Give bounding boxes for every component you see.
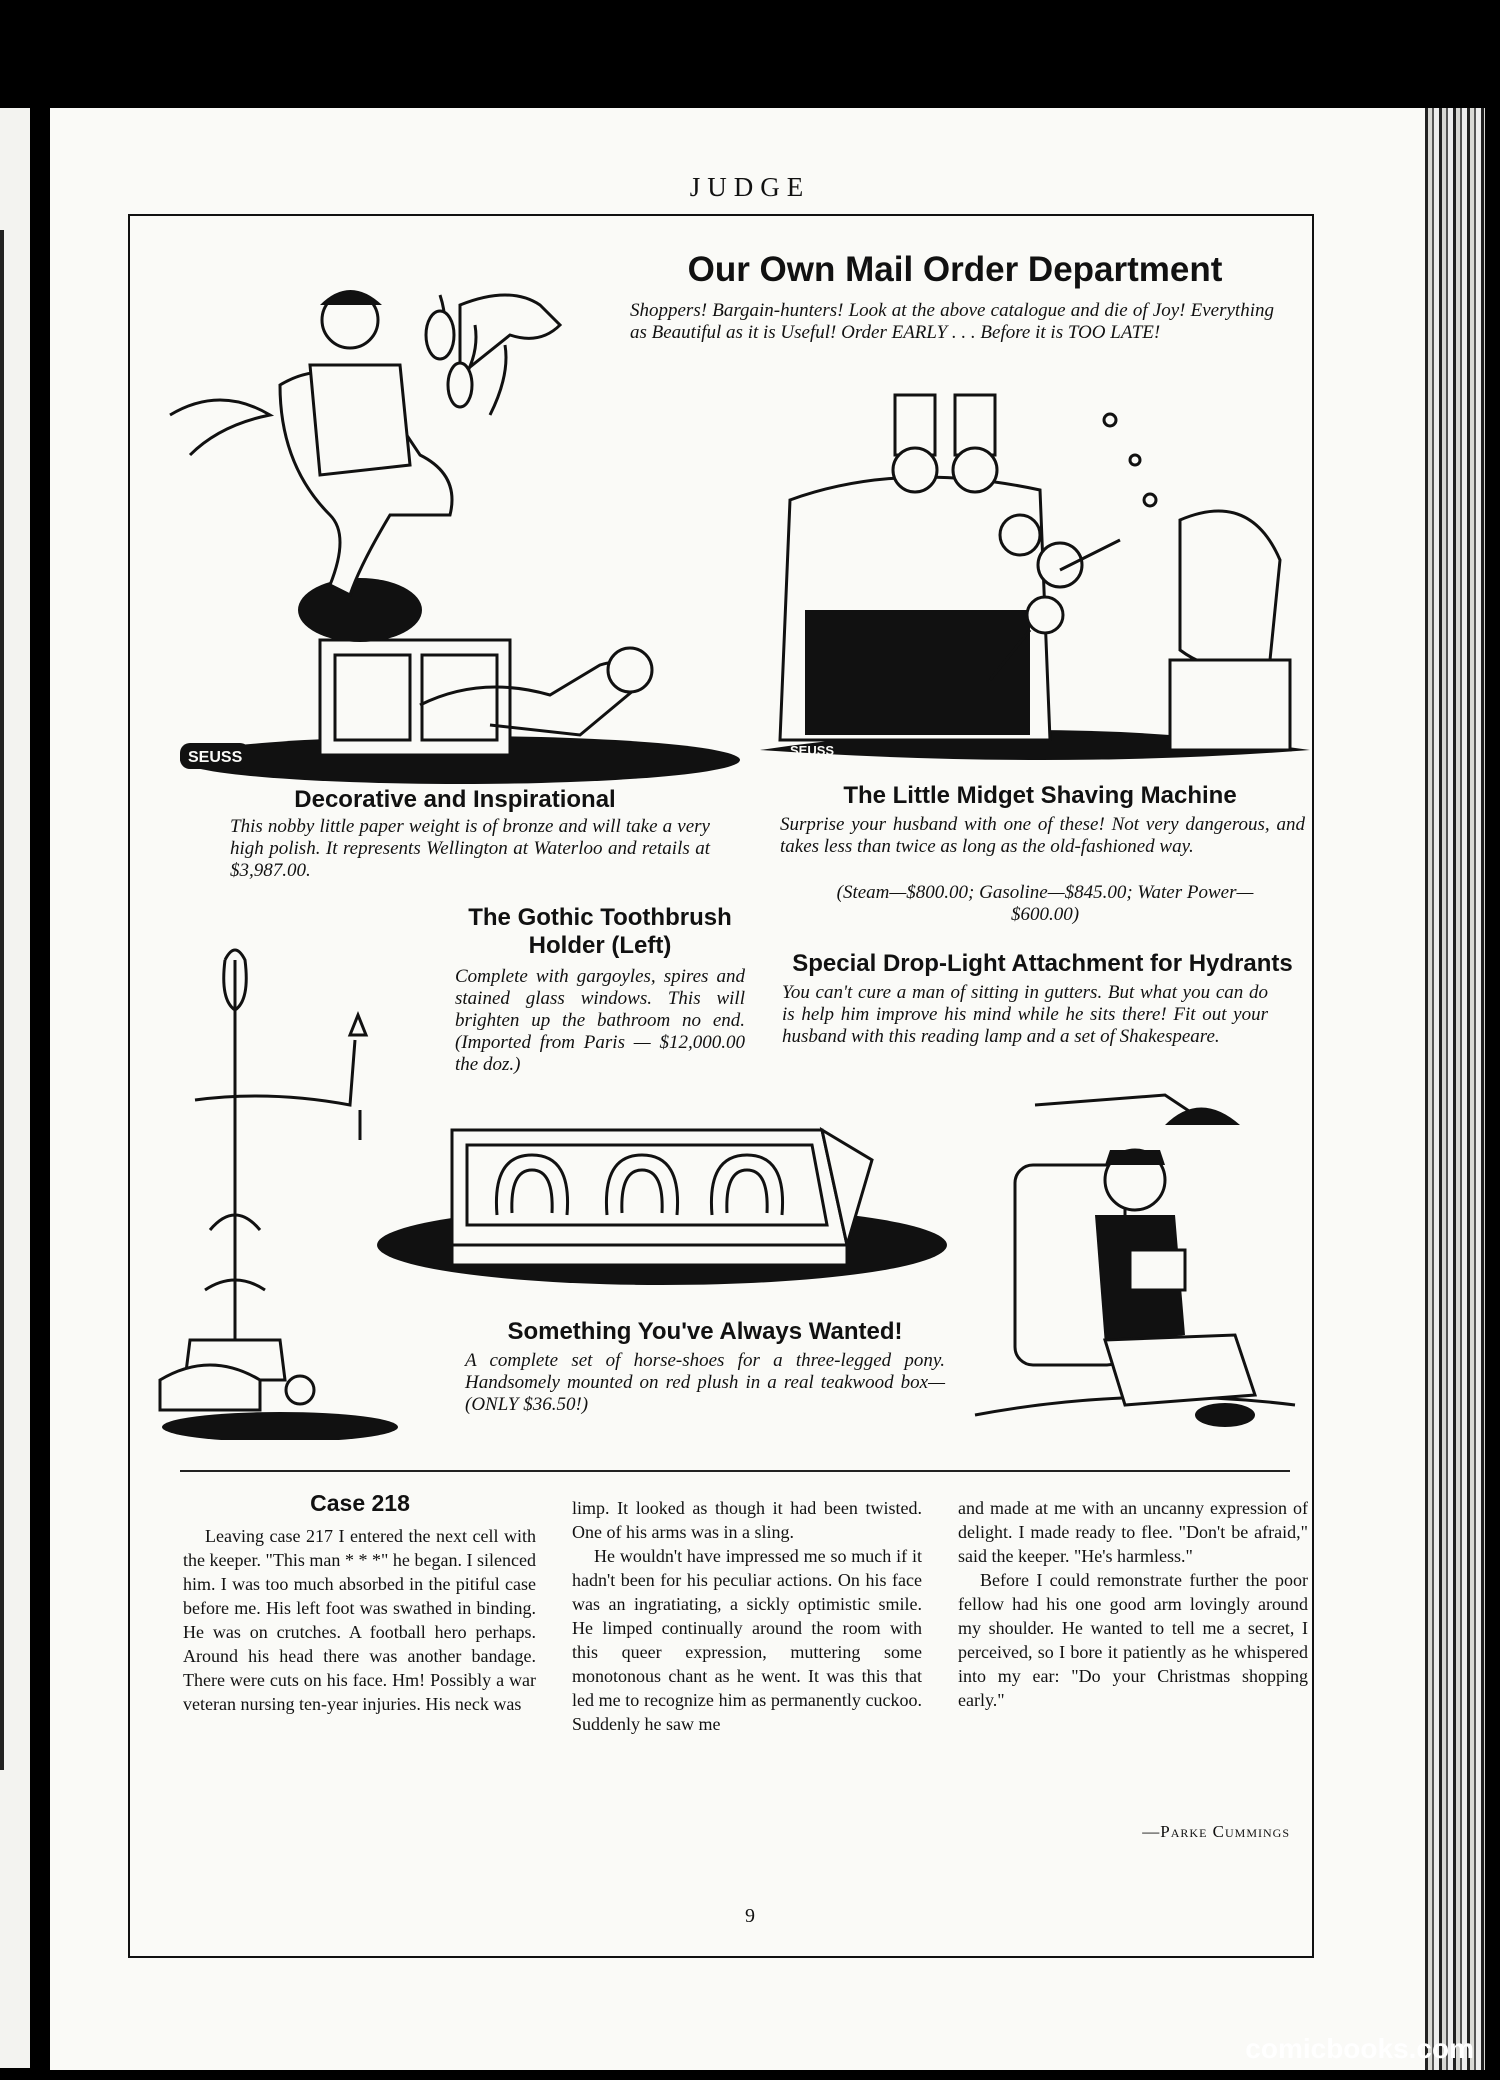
- story-column-1: [183, 1524, 536, 1716]
- page-title: Our Own Mail Order Department: [687, 250, 1223, 289]
- ad-title-toothbrush-holder: The Gothic Toothbrush Holder (Left): [468, 904, 732, 959]
- story-column-3: [958, 1496, 1308, 1712]
- ad-title-shaving-machine: The Little Midget Shaving Machine: [843, 782, 1237, 809]
- page-number: 9: [745, 1905, 755, 1927]
- illustration-horseshoe-box: [372, 1125, 952, 1310]
- section-rule: [180, 1470, 1290, 1472]
- ad-text-drop-light: You can't cure a man of sitting in gutters. But what you can do is help him improve his mind while he sits there! Fit out your husband with this reading lamp and a set of Shakespeare.: [782, 982, 1268, 1047]
- story-column-2: [572, 1496, 922, 1736]
- story-title: Case 218: [310, 1490, 410, 1516]
- ad-title-horseshoes: Something You've Always Wanted!: [507, 1318, 903, 1345]
- intro-text: Shoppers! Bargain-hunters! Look at the above catalogue and die of Joy! Everything as Beautiful as it is Useful! Order EARLY . . . Before it is TOO LATE!: [630, 300, 1274, 343]
- ad-text-paperweight: This nobby little paper weight is of bronze and will take a very high polish. It represents Wellington at Waterloo and retails at $3,987.00.: [230, 816, 710, 881]
- running-head: JUDGE: [689, 172, 811, 202]
- ad-prices-shaving-machine: (Steam—$800.00; Gasoline—$845.00; Water Power—$600.00): [836, 882, 1254, 925]
- story-paragraph: Leaving case 217 I entered the next cell with the keeper. "This man * * *" he began. I silenced him. I was too much absorbed in the pitiful case before me. His left foot was swathed in binding. He was on crutches. A football hero perhaps. Around his head there was another bandage. There were cuts on his face. Hm! Possibly a war veteran nursing ten-year injuries. His neck was: [183, 1526, 536, 1714]
- story-paragraph: He wouldn't have impressed me so much if it hadn't been for his peculiar actions. On his face was an ingratiating, a sickly optimistic smile. He limped continually around the room with this queer expression, muttering some monotonous chant as he went. It was this that led me to recognize him as permanently cuckoo. Suddenly he saw me: [572, 1546, 922, 1734]
- story-paragraph: Before I could remonstrate further the poor fellow had his one good arm lovingly around my shoulder. He wanted to tell me a secret, I perceived, so I bore it patiently as he whispered into my ear: "Do your Christmas shopping early.": [958, 1570, 1308, 1710]
- illustration-drop-light-hydrant: [955, 1085, 1315, 1455]
- illustration-shaving-machine: [750, 360, 1320, 780]
- site-watermark: comicbooks.com: [1245, 2033, 1474, 2064]
- artist-signature: SEUSS: [188, 749, 243, 766]
- artist-signature-2: SEUSS: [790, 743, 835, 758]
- ad-text-toothbrush-holder: Complete with gargoyles, spires and stained glass windows. This will brighten up the bathroom no end. (Imported from Paris — $12,000.00 the doz.): [455, 966, 745, 1075]
- facing-page-edge: [0, 108, 30, 2068]
- illustration-wellington-paperweight: [160, 265, 760, 785]
- facing-page-rule: [0, 230, 4, 1770]
- story-byline: —Parke Cummings: [1142, 1822, 1290, 1841]
- ad-text-horseshoes: A complete set of horse-shoes for a three-legged pony. Handsomely mounted on red plush in a real teakwood box—(ONLY $36.50!): [465, 1350, 945, 1415]
- story-paragraph: and made at me with an uncanny expression of delight. I made ready to flee. "Don't be afraid," said the keeper. "He's harmless.": [958, 1498, 1308, 1566]
- ad-title-drop-light: Special Drop-Light Attachment for Hydrants: [792, 950, 1293, 977]
- ad-text-shaving-machine: Surprise your husband with one of these! Not very dangerous, and takes less than twice as long as the old-fashioned way.: [780, 814, 1305, 857]
- book-page-edges: [1425, 108, 1485, 2070]
- story-paragraph: limp. It looked as though it had been twisted. One of his arms was in a sling.: [572, 1498, 922, 1542]
- ad-title-paperweight: Decorative and Inspirational: [294, 786, 616, 813]
